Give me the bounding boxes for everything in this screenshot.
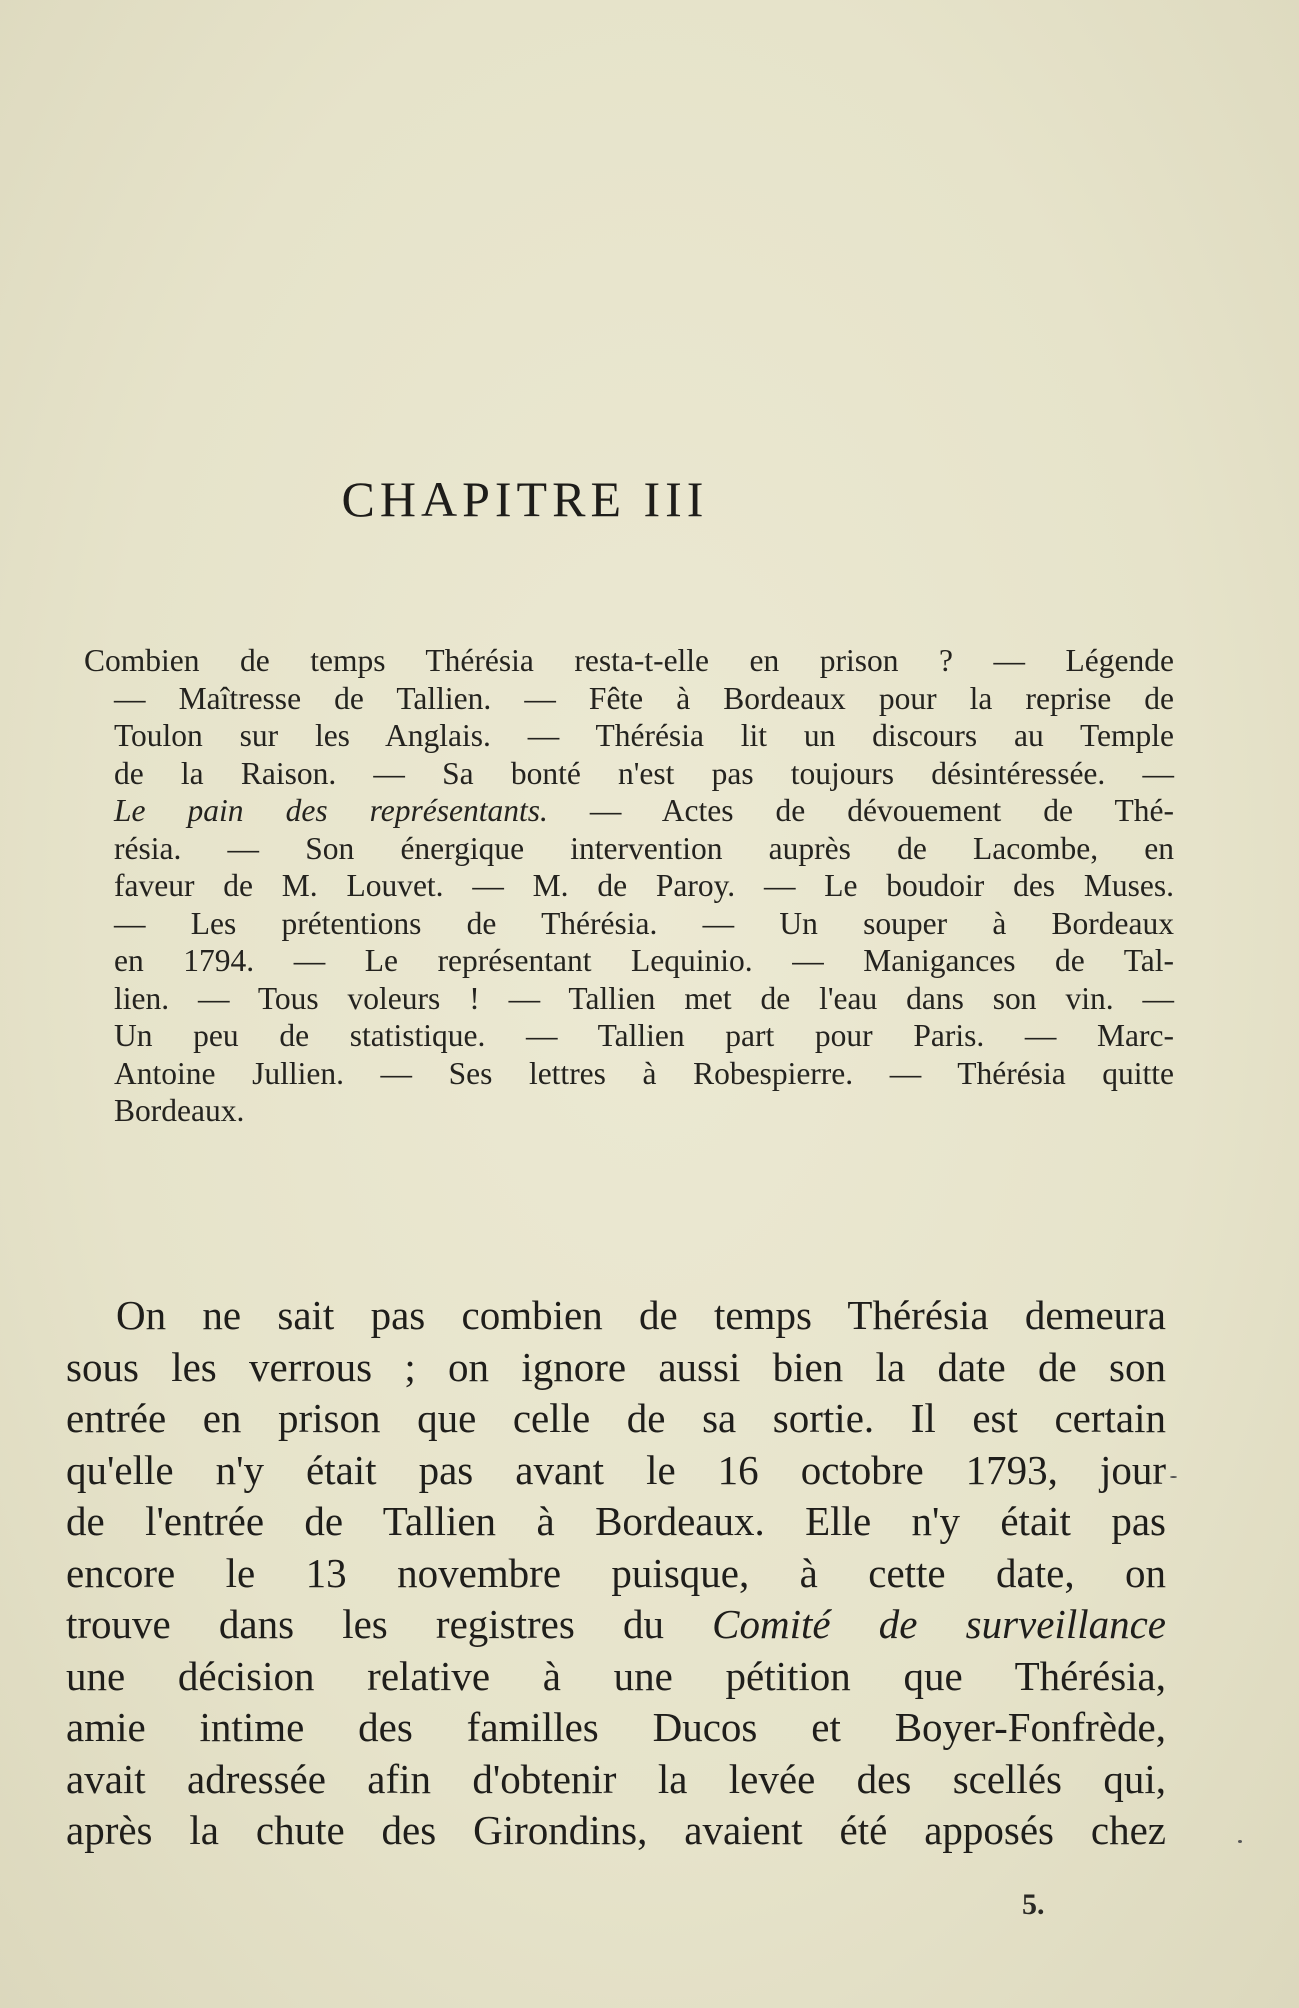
body-paragraph [66, 1290, 1166, 1857]
summary-line: faveur de M. Louvet. — M. de Paroy. — Le boudoir des Muses. [114, 868, 1174, 903]
body-line: On ne sait pas combien de temps Thérésia demeura [116, 1292, 1166, 1338]
body-line: entrée en prison que celle de sa sortie. Il est certain [66, 1395, 1166, 1441]
body-line: sous les verrous ; on ignore aussi bien la date de son [66, 1343, 1166, 1390]
summary-line: — Les prétentions de Thérésia. — Un souper à Bordeaux [114, 905, 1174, 941]
summary-line: Bordeaux. [114, 1093, 245, 1128]
ink-speck [1170, 1476, 1177, 1478]
body-line: encore le 13 novembre puisque, à cette date, on [66, 1549, 1166, 1596]
summary-line: Toulon sur les Anglais. — Thérésia lit un discours au Temple [114, 718, 1174, 753]
summary-line: Un peu de statistique. — Tallien part pour Paris. — Marc- [114, 1018, 1174, 1053]
chapter-title: CHAPITRE III [341, 471, 709, 527]
body-line: qu'elle n'y était pas avant le 16 octobre 1793, jour [66, 1446, 1166, 1493]
summary-line: Le pain des représentants. — Actes de dévouement de Thé- [114, 793, 1174, 828]
summary-line: résia. — Son énergique intervention auprès de Lacombe, en [114, 830, 1174, 866]
body-line: amie intime des familles Ducos et Boyer-Fonfrède, [66, 1704, 1166, 1750]
summary-line: lien. — Tous voleurs ! — Tallien met de l'eau dans son vin. — [114, 980, 1174, 1016]
body-line: une décision relative à une pétition que Thérésia, [66, 1652, 1166, 1699]
ink-speck [1238, 1840, 1242, 1843]
summary-line: Antoine Jullien. — Ses lettres à Robespierre. — Thérésia quitte [114, 1055, 1174, 1091]
page-number: 5. [1022, 1888, 1045, 1921]
summary-line: de la Raison. — Sa bonté n'est pas toujours désintéressée. — [114, 755, 1174, 791]
body-line: trouve dans les registres du Comité de surveillance [66, 1601, 1166, 1647]
summary-line: — Maîtresse de Tallien. — Fête à Bordeaux pour la reprise de [114, 680, 1174, 716]
chapter-summary [84, 642, 1174, 1130]
summary-line: en 1794. — Le représentant Lequinio. — Manigances de Tal- [114, 943, 1174, 978]
summary-line: Combien de temps Thérésia resta-t-elle en prison ? — Légende [84, 643, 1174, 678]
body-line: avait adressée afin d'obtenir la levée des scellés qui, [66, 1755, 1166, 1802]
body-line: de l'entrée de Tallien à Bordeaux. Elle n'y était pas [66, 1498, 1166, 1544]
body-line: après la chute des Girondins, avaient été apposés chez [66, 1807, 1166, 1853]
